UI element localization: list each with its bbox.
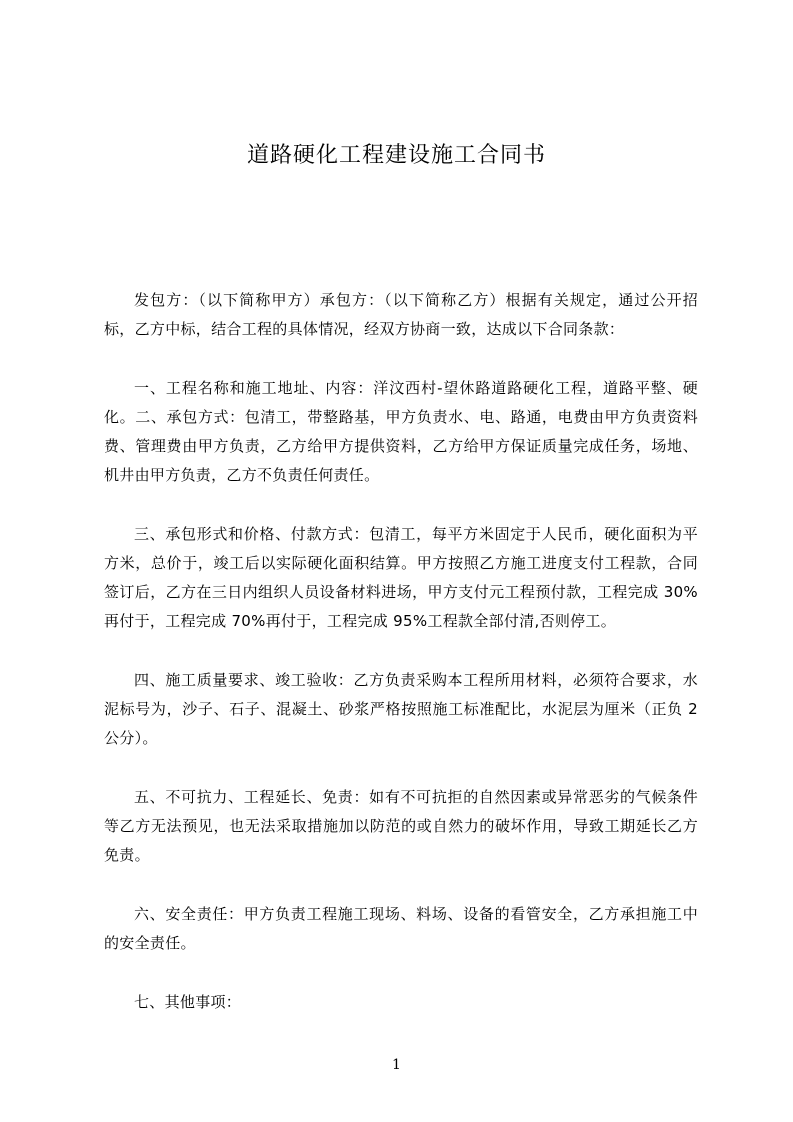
document-title: 道路硬化工程建设施工合同书 xyxy=(246,143,546,168)
paragraph-project-and-contract-mode: 一、工程名称和施工地址、内容：洋汶西村-望休路道路硬化工程，道路平整、硬化。二、承包方式：包清工，带整路基，甲方负责水、电、路通，电费由甲方负责资料费、管理费由甲方负责，乙方给甲方提供资料，乙方给甲方保证质量完成任务，场地、机井由甲方负责，乙方不负责任何责任。 xyxy=(104,379,698,484)
paragraph-quality-and-acceptance: 四、施工质量要求、竣工验收：乙方负责采购本工程所用材料，必须符合要求，水泥标号为，沙子、石子、混凝土、砂浆严格按照施工标准配比，水泥层为厘米（正负 2 公分）。 xyxy=(104,671,698,747)
paragraph-other-matters: 七、其他事项： xyxy=(134,993,242,1011)
paragraph-price-and-payment: 三、承包形式和价格、付款方式：包清工，每平方米固定于人民币，硬化面积为平方米，总价于，竣工后以实际硬化面积结算。甲方按照乙方施工进度支付工程款，合同签订后，乙方在三日内组织人员设备材料进场，甲方支付元工程预付款，工程完成 30%再付于，工程完成 70%再付于，工程完成 95%工程款全部付清,否则停工。 xyxy=(104,525,698,630)
document-body xyxy=(104,286,698,1047)
paragraph-parties: 发包方：（以下简称甲方）承包方：（以下简称乙方）根据有关规定，通过公开招标，乙方中标，结合工程的具体情况，经双方协商一致，达成以下合同条款： xyxy=(104,291,698,338)
page-number: 1 xyxy=(392,1057,401,1073)
paragraph-force-majeure: 五、不可抗力、工程延长、免责：如有不可抗拒的自然因素或异常恶劣的气候条件等乙方无法预见，也无法采取措施加以防范的或自然力的破坏作用，导致工期延长乙方免责。 xyxy=(104,788,698,864)
paragraph-safety: 六、安全责任：甲方负责工程施工现场、料场、设备的看管安全，乙方承担施工中的安全责任。 xyxy=(104,905,698,952)
